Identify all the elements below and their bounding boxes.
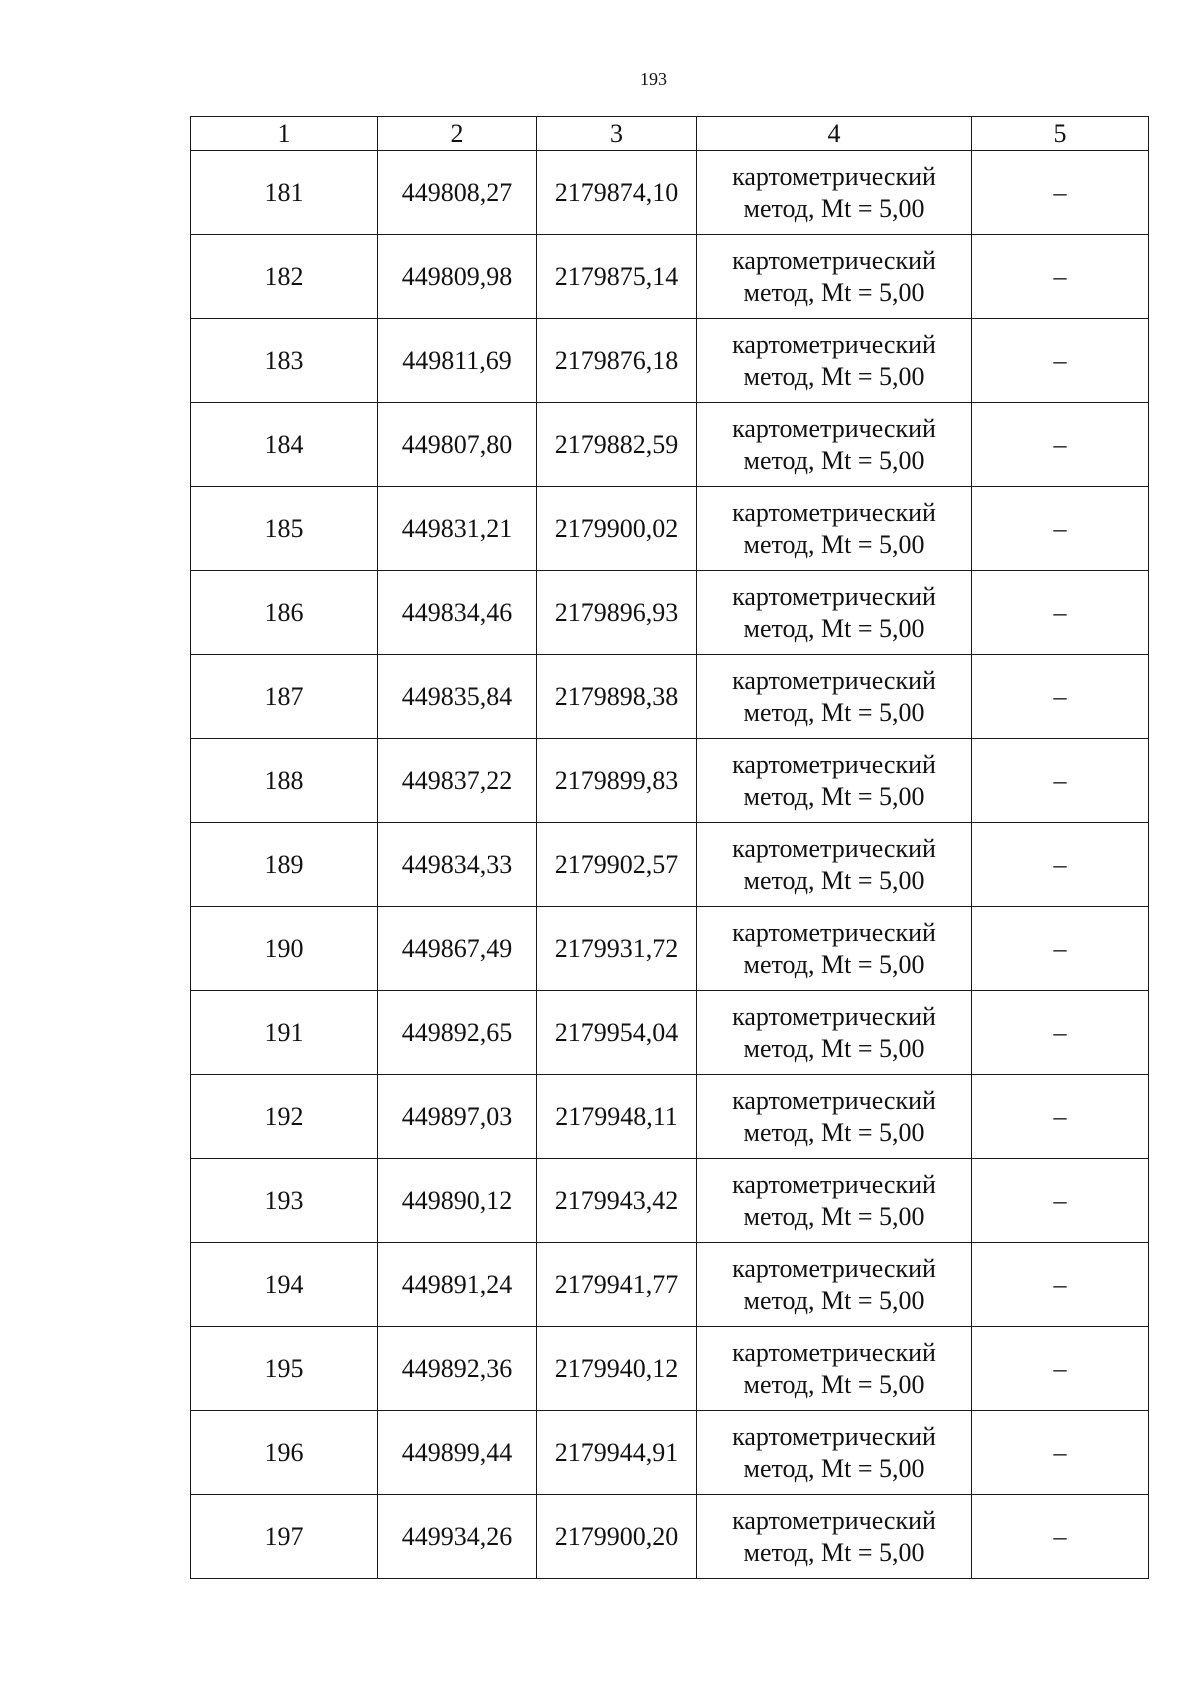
point-number-cell: 191 (191, 991, 378, 1075)
table-header-row (191, 117, 1149, 151)
method-line-2: метод, Mt = 5,00 (743, 613, 925, 643)
coordinate-y-cell: 2179882,59 (537, 403, 697, 487)
coordinate-y-cell: 2179948,11 (537, 1075, 697, 1159)
point-number-cell: 187 (191, 655, 378, 739)
point-number-cell: 183 (191, 319, 378, 403)
method-line-1: картометрический (732, 581, 936, 611)
method-line-2: метод, Mt = 5,00 (743, 361, 925, 391)
method-line-2: метод, Mt = 5,00 (743, 1201, 925, 1231)
method-line-2: метод, Mt = 5,00 (743, 697, 925, 727)
method-line-1: картометрический (732, 161, 936, 191)
method-line-1: картометрический (732, 329, 936, 359)
method-cell (697, 151, 972, 235)
coordinate-y-cell: 2179954,04 (537, 991, 697, 1075)
note-cell: – (972, 823, 1149, 907)
method-line-2: метод, Mt = 5,00 (743, 781, 925, 811)
point-number-cell: 185 (191, 487, 378, 571)
method-cell (697, 907, 972, 991)
table-row (191, 907, 1149, 991)
point-number-cell: 188 (191, 739, 378, 823)
note-cell: – (972, 1159, 1149, 1243)
coordinate-x-cell: 449897,03 (378, 1075, 537, 1159)
table-row (191, 571, 1149, 655)
method-line-1: картометрический (732, 917, 936, 947)
method-line-2: метод, Mt = 5,00 (743, 193, 925, 223)
point-number-cell: 189 (191, 823, 378, 907)
coordinate-y-cell: 2179898,38 (537, 655, 697, 739)
method-line-2: метод, Mt = 5,00 (743, 1369, 925, 1399)
coordinate-x-cell: 449934,26 (378, 1495, 537, 1579)
method-cell (697, 1411, 972, 1495)
coordinate-y-cell: 2179902,57 (537, 823, 697, 907)
coordinate-x-cell: 449834,33 (378, 823, 537, 907)
method-cell (697, 991, 972, 1075)
coordinate-x-cell: 449834,46 (378, 571, 537, 655)
method-line-2: метод, Mt = 5,00 (743, 445, 925, 475)
table-row (191, 991, 1149, 1075)
note-cell: – (972, 907, 1149, 991)
coordinate-x-cell: 449831,21 (378, 487, 537, 571)
coordinate-x-cell: 449890,12 (378, 1159, 537, 1243)
coordinate-x-cell: 449808,27 (378, 151, 537, 235)
method-line-1: картометрический (732, 1085, 936, 1115)
method-line-1: картометрический (732, 497, 936, 527)
coordinate-y-cell: 2179931,72 (537, 907, 697, 991)
coordinate-y-cell: 2179900,02 (537, 487, 697, 571)
method-line-2: метод, Mt = 5,00 (743, 529, 925, 559)
coordinate-x-cell: 449835,84 (378, 655, 537, 739)
table-row (191, 739, 1149, 823)
note-cell: – (972, 319, 1149, 403)
coordinate-x-cell: 449892,36 (378, 1327, 537, 1411)
method-cell (697, 1075, 972, 1159)
method-cell (697, 571, 972, 655)
method-line-1: картометрический (732, 1505, 936, 1535)
point-number-cell: 190 (191, 907, 378, 991)
method-cell (697, 319, 972, 403)
table-row (191, 403, 1149, 487)
method-cell (697, 403, 972, 487)
column-header: 2 (378, 117, 537, 151)
method-cell (697, 655, 972, 739)
coordinate-y-cell: 2179896,93 (537, 571, 697, 655)
point-number-cell: 186 (191, 571, 378, 655)
point-number-cell: 181 (191, 151, 378, 235)
method-line-1: картометрический (732, 1421, 936, 1451)
table-row (191, 823, 1149, 907)
method-line-1: картометрический (732, 833, 936, 863)
coordinate-y-cell: 2179899,83 (537, 739, 697, 823)
coordinate-y-cell: 2179900,20 (537, 1495, 697, 1579)
coordinate-x-cell: 449891,24 (378, 1243, 537, 1327)
note-cell: – (972, 1495, 1149, 1579)
table-row (191, 1327, 1149, 1411)
coordinate-y-cell: 2179940,12 (537, 1327, 697, 1411)
coordinate-x-cell: 449811,69 (378, 319, 537, 403)
coordinate-x-cell: 449807,80 (378, 403, 537, 487)
note-cell: – (972, 1075, 1149, 1159)
table-row (191, 1243, 1149, 1327)
method-line-2: метод, Mt = 5,00 (743, 1285, 925, 1315)
method-line-1: картометрический (732, 1337, 936, 1367)
table-row (191, 655, 1149, 739)
method-line-2: метод, Mt = 5,00 (743, 1033, 925, 1063)
method-cell (697, 1495, 972, 1579)
point-number-cell: 192 (191, 1075, 378, 1159)
method-line-1: картометрический (732, 245, 936, 275)
note-cell: – (972, 403, 1149, 487)
table-row (191, 1495, 1149, 1579)
method-cell (697, 739, 972, 823)
point-number-cell: 196 (191, 1411, 378, 1495)
coordinate-y-cell: 2179875,14 (537, 235, 697, 319)
method-line-1: картометрический (732, 1001, 936, 1031)
method-line-1: картометрический (732, 1169, 936, 1199)
note-cell: – (972, 655, 1149, 739)
table-row (191, 1075, 1149, 1159)
note-cell: – (972, 1411, 1149, 1495)
method-cell (697, 235, 972, 319)
point-number-cell: 197 (191, 1495, 378, 1579)
point-number-cell: 195 (191, 1327, 378, 1411)
note-cell: – (972, 235, 1149, 319)
point-number-cell: 193 (191, 1159, 378, 1243)
point-number-cell: 184 (191, 403, 378, 487)
coordinate-y-cell: 2179941,77 (537, 1243, 697, 1327)
coordinate-x-cell: 449867,49 (378, 907, 537, 991)
method-line-1: картометрический (732, 413, 936, 443)
coordinate-y-cell: 2179943,42 (537, 1159, 697, 1243)
table-row (191, 151, 1149, 235)
method-line-2: метод, Mt = 5,00 (743, 1453, 925, 1483)
column-header: 1 (191, 117, 378, 151)
table-row (191, 319, 1149, 403)
coordinate-x-cell: 449892,65 (378, 991, 537, 1075)
note-cell: – (972, 739, 1149, 823)
point-number-cell: 194 (191, 1243, 378, 1327)
point-number-cell: 182 (191, 235, 378, 319)
coordinates-table (190, 116, 1149, 1579)
table-row (191, 487, 1149, 571)
coordinate-y-cell: 2179944,91 (537, 1411, 697, 1495)
method-cell (697, 487, 972, 571)
note-cell: – (972, 1327, 1149, 1411)
method-line-2: метод, Mt = 5,00 (743, 1117, 925, 1147)
note-cell: – (972, 151, 1149, 235)
column-header: 3 (537, 117, 697, 151)
method-line-2: метод, Mt = 5,00 (743, 277, 925, 307)
coordinate-y-cell: 2179874,10 (537, 151, 697, 235)
note-cell: – (972, 571, 1149, 655)
note-cell: – (972, 991, 1149, 1075)
page-number: 193 (640, 69, 667, 89)
table-row (191, 1411, 1149, 1495)
table-row (191, 235, 1149, 319)
table-row (191, 1159, 1149, 1243)
note-cell: – (972, 1243, 1149, 1327)
coordinate-x-cell: 449837,22 (378, 739, 537, 823)
method-line-1: картометрический (732, 749, 936, 779)
coordinate-x-cell: 449899,44 (378, 1411, 537, 1495)
method-line-2: метод, Mt = 5,00 (743, 865, 925, 895)
method-cell (697, 1159, 972, 1243)
method-line-1: картометрический (732, 1253, 936, 1283)
method-cell (697, 1243, 972, 1327)
method-line-1: картометрический (732, 665, 936, 695)
column-header: 5 (972, 117, 1149, 151)
coordinate-y-cell: 2179876,18 (537, 319, 697, 403)
coordinate-x-cell: 449809,98 (378, 235, 537, 319)
method-cell (697, 823, 972, 907)
method-line-2: метод, Mt = 5,00 (743, 1537, 925, 1567)
column-header: 4 (697, 117, 972, 151)
method-cell (697, 1327, 972, 1411)
note-cell: – (972, 487, 1149, 571)
method-line-2: метод, Mt = 5,00 (743, 949, 925, 979)
